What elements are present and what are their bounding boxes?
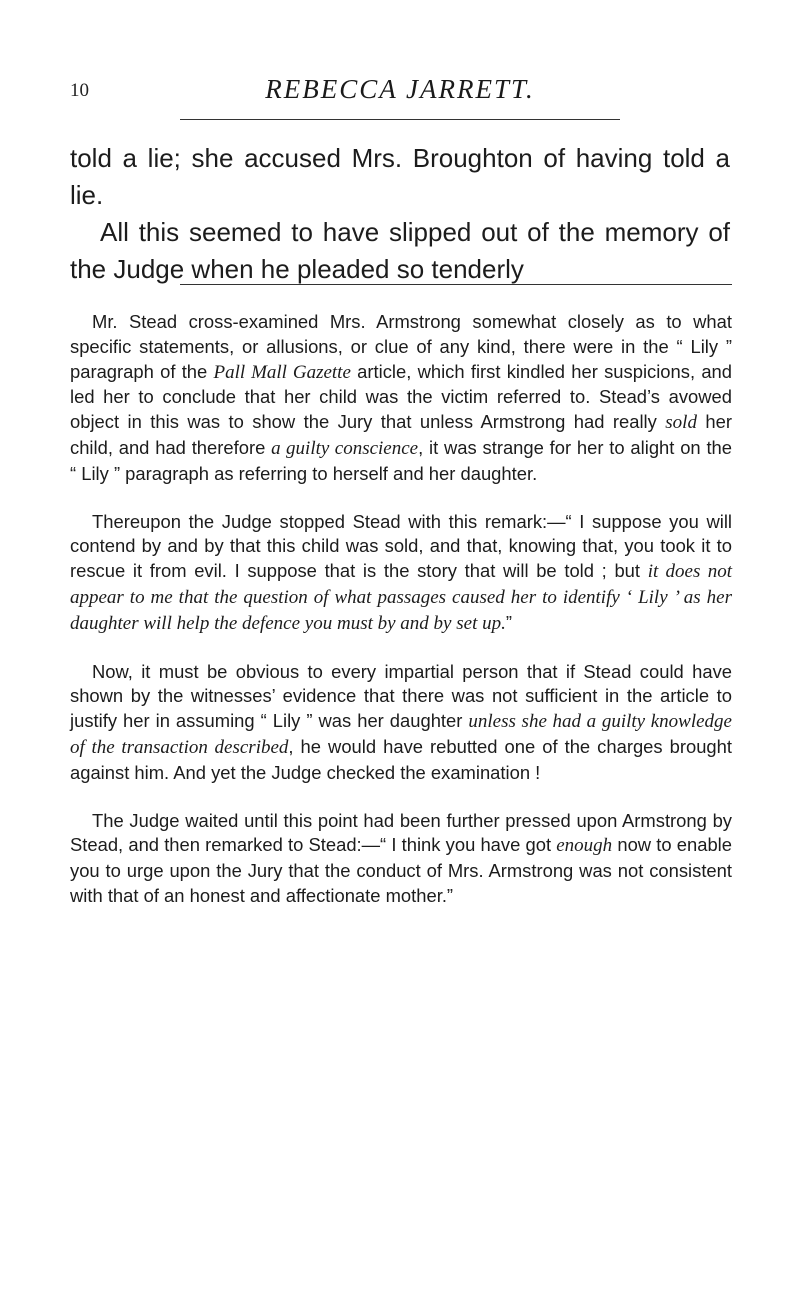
large-paragraph-1: told a lie; she accused Mrs. Broughton of having told a lie. <box>70 143 730 210</box>
paragraph-judge-waited <box>70 809 732 909</box>
paragraph-impartial-person <box>70 660 732 786</box>
header-rule <box>180 119 620 120</box>
section-rule <box>180 284 732 285</box>
text-run: , he would have rebutted one of the charges brought against him. And yet the Judge checked the examination ! <box>70 735 733 783</box>
italic-run: a guilty conscience <box>271 437 419 459</box>
text-run: Thereupon the Judge stopped Stead with this remark:—“ I suppose you will contend by and by that this child was sold, and that, knowing that, you took it to rescue it from evil. I suppose that is the story that will be told ; but <box>70 510 732 582</box>
italic-run: Pall Mall Gazette <box>213 361 351 383</box>
text-run: now to enable you to urge upon the Jury that the conduct of Mrs. Armstrong was not consistent with that of an honest and affectionate mother.” <box>70 834 732 906</box>
small-print-passage <box>70 310 732 932</box>
large-paragraph-2: All this seemed to have slipped out of the memory of the Judge when he pleaded so tenderly <box>70 217 730 284</box>
text-run: ” <box>505 611 512 633</box>
italic-run: sold <box>665 412 697 434</box>
text-run: , it was strange for her to alight on the “ Lily ” paragraph as referring to herself and her daughter. <box>70 436 733 484</box>
italic-run: enough <box>556 835 613 857</box>
text-run: her child, and had therefore <box>70 411 732 458</box>
page-number: 10 <box>70 80 89 101</box>
paragraph-cross-examination <box>70 310 732 487</box>
large-print-passage <box>70 140 730 288</box>
text-run: article, which first kindled her suspicions, and led her to conclude that her child was the victim referred to. Stead’s avowed object in this was to show the Jury that unless Armstrong had really <box>70 360 733 433</box>
paragraph-judge-remark <box>70 510 732 637</box>
text-run: The Judge waited until this point had been further pressed upon Armstrong by Stead, and then remarked to Stead:—“ I think you have got <box>70 809 732 856</box>
running-title: REBECCA JARRETT. <box>265 74 535 104</box>
italic-run: unless she had a guilty knowledge of the transaction described <box>70 711 732 758</box>
text-run: Now, it must be obvious to every impartial person that if Stead could have shown by the witnesses’ evidence that there was not sufficient in the article to justify her in assuming “ Lily ” was her daughter <box>70 660 732 732</box>
text-run: Mr. Stead cross-examined Mrs. Armstrong somewhat closely as to what specific statements, or allusions, or clue of any kind, there were in the “ Lily ” paragraph of the <box>70 311 732 382</box>
italic-run: it does not appear to me that the question of what passages caused her to identify ‘ Lily ’ as her daughter will help the defence you must by and by set up. <box>70 561 732 634</box>
